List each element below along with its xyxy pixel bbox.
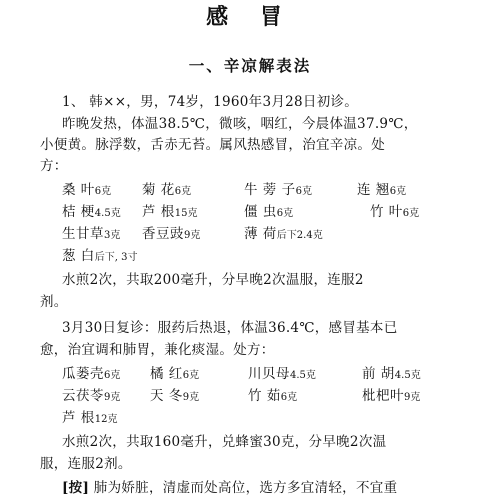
herb-item: 竹 茹6克 <box>248 388 298 404</box>
decoction1-line-2: 剂。 <box>40 294 68 310</box>
herb-item: 连 翘6克 <box>357 182 407 198</box>
herb-item: 川贝母4.5克 <box>248 366 316 382</box>
page-title: 感 冒 <box>206 4 294 30</box>
herb-item: 香豆豉9克 <box>142 226 201 242</box>
commentary-text: 肺为娇脏，清虚而处高位，选方多宜清轻，不宜重 <box>89 480 398 496</box>
herb-item: 天 冬9克 <box>150 388 200 404</box>
herb-item: 芦 根15克 <box>142 204 198 220</box>
prescription2-row-1 <box>62 364 482 384</box>
prescription2-row-2 <box>62 386 482 406</box>
commentary-label: [按] <box>62 480 90 496</box>
prescription1-row-3 <box>62 224 482 244</box>
herb-item: 瓜蒌壳6克 <box>62 366 121 382</box>
herb-item: 竹 叶6克 <box>370 204 420 220</box>
prescription1-row-4 <box>62 246 482 266</box>
decoction1-line-1: 水煎2次，共取200毫升，分早晚2次温服，连服2 <box>62 272 364 288</box>
herb-item: 牛 蒡 子6克 <box>244 182 312 198</box>
herb-item: 前 胡4.5克 <box>362 366 421 382</box>
herb-item: 僵 虫6克 <box>244 204 294 220</box>
revisit-line-2: 愈，治宜调和肺胃，兼化痰湿。处方： <box>40 342 275 358</box>
herb-item: 桑 叶6克 <box>62 182 112 198</box>
herb-item: 桔 梗4.5克 <box>62 204 121 220</box>
case-paragraph-line-1: 昨晚发热，体温38.5℃，微咳，咽红，今晨体温37.9℃， <box>62 116 418 132</box>
prescription1-row-2 <box>62 202 482 222</box>
case-paragraph-line-3: 方： <box>40 158 68 174</box>
case-intro: 1、 韩××，男，74岁，1960年3月28日初诊。 <box>62 94 359 110</box>
herb-item: 薄 荷后下2.4克 <box>244 226 323 242</box>
herb-item: 橘 红6克 <box>150 366 200 382</box>
herb-item: 生甘草3克 <box>62 226 121 242</box>
herb-item: 葱 白后下, 3寸 <box>62 248 138 264</box>
prescription1-row-1 <box>62 180 482 200</box>
herb-item: 芦 根12克 <box>62 410 118 426</box>
prescription2-row-3 <box>62 408 482 428</box>
case-paragraph-line-2: 小便黄。脉浮数，舌赤无苔。属风热感冒，治宜辛凉。处 <box>40 137 385 153</box>
decoction2-line-2: 服，连服2剂。 <box>40 456 132 472</box>
revisit-line-1: 3月30日复诊：服药后热退，体温36.4℃，感冒基本已 <box>62 320 398 336</box>
herb-item: 枇杷叶9克 <box>362 388 421 404</box>
herb-item: 云茯苓9克 <box>62 388 121 404</box>
herb-item: 菊 花6克 <box>142 182 192 198</box>
section-heading: 一、辛凉解表法 <box>188 56 312 75</box>
commentary-line <box>62 478 397 498</box>
decoction2-line-1: 水煎2次，共取160毫升，兑蜂蜜30克，分早晚2次温 <box>62 434 387 450</box>
